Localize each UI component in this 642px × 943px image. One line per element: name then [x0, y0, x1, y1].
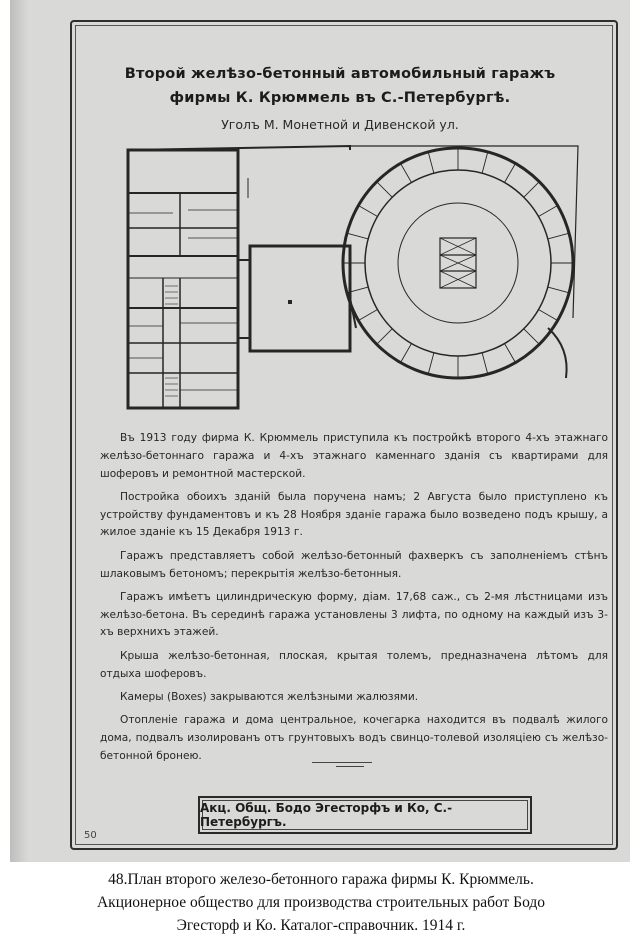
publisher-box: Акц. Общ. Бодо Эгесторфъ и Ко, С.-Петербургъ. [198, 796, 532, 834]
decorative-rule [312, 762, 372, 763]
paragraph-2: Постройка обоихъ зданій была поручена намъ; 2 Августа было приступлено къ устройству фундаментовъ и къ 28 Ноября зданіе гаража было возведено подъ крышу, а жилое зданіе къ 15 Декабря 1913 г. [100, 490, 608, 539]
page-number: 50 [84, 830, 97, 841]
central-block-outline [250, 246, 350, 351]
paragraph-1: Въ 1913 году фирма К. Крюммель приступила къ постройкѣ второго 4-хъ этажнаго желѣзо-бетоннаго гаража и 4-хъ этажнаго каменнаго зданія съ квартирами для шоферовъ и ремонтной мастерской. [100, 432, 608, 480]
residential-block-outline [128, 150, 238, 408]
garage-floor-plan [118, 138, 588, 418]
paragraph-5: Крыша желѣзо-бетонная, плоская, крытая толемъ, предназначена лѣтомъ для отдыха шоферовъ. [100, 649, 608, 680]
description-text [100, 430, 608, 771]
paragraph-6: Камеры (Boxes) закрываются желѣзными жалюзями. [120, 690, 419, 703]
paragraph-4: Гаражъ имѣетъ цилиндрическую форму, діам. 17,68 саж., съ 2-мя лѣстницами изъ желѣзо-бетона. Въ серединѣ гаража установлены 3 лифта, по одному на каждый изъ 3-хъ верхнихъ этажей. [100, 590, 608, 639]
paragraph-3: Гаражъ представляетъ собой желѣзо-бетонный фахверкъ съ заполненіемъ стѣнъ шлаковымъ бетономъ; перекрытія желѣзо-бетонныя. [100, 549, 608, 580]
caption-line3: Эгесторф и Ко. Каталог-справочник. 1914 г. [176, 917, 466, 934]
decorative-rule-short [336, 766, 364, 767]
figure-caption [20, 868, 622, 937]
page-title-line1: Второй желѣзо-бетонный автомобильный гаражъ [124, 66, 556, 82]
page-edge-shadow [10, 0, 28, 862]
central-lift-shafts [440, 238, 476, 288]
paragraph-7: Отопленіе гаража и дома центральное, кочегарка находится въ подвалѣ жилого дома, подвалъ изолированъ отъ грунтовыхъ водъ свинцо-толевой изоляціею съ желѣзо-бетонной бронею. [100, 714, 608, 762]
caption-line2: Акционерное общество для производства строительных работ Бодо [96, 894, 546, 911]
caption-line1: 48.План второго железо-бетонного гаража фирмы К. Крюммель. [108, 871, 534, 888]
page-title-line2: фирмы К. Крюммель въ С.-Петербургѣ. [169, 90, 511, 106]
page-subtitle: Уголъ М. Монетной и Дивенской ул. [221, 117, 459, 132]
